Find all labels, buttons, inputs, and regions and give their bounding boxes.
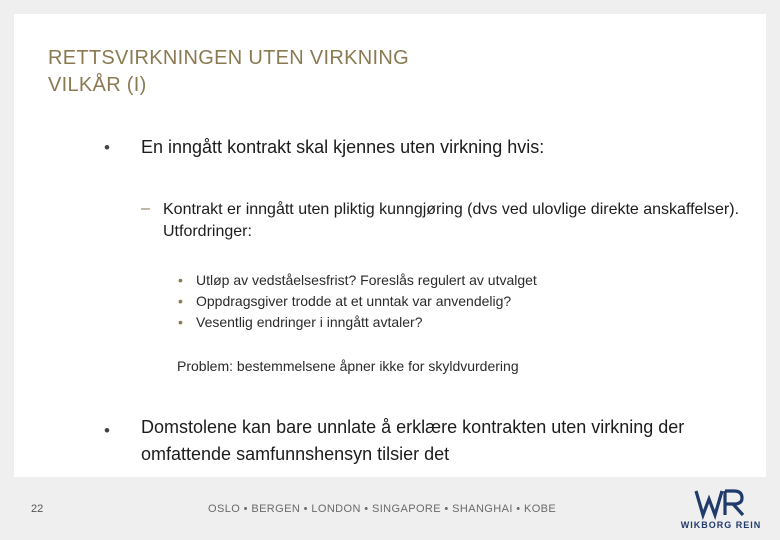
footer-cities: OSLO • BERGEN • LONDON • SINGAPORE • SHANGHAI • KOBE xyxy=(208,503,557,515)
bullet-text-2: Domstolene kan bare unnlate å erklære kontrakten uten virkning der omfattende samfunnshensyn tilsier det xyxy=(141,417,685,464)
sub-sub-list xyxy=(178,270,537,333)
bullet-marker-2: • xyxy=(104,421,110,440)
list-item: • Vesentlig endringer i inngått avtaler? xyxy=(178,312,537,333)
bullet-dot: • xyxy=(178,293,183,309)
bullet-marker-1: • xyxy=(104,138,110,157)
page-number: 22 xyxy=(31,503,44,515)
title-line-2: VILKÅR (I) xyxy=(48,74,147,96)
dash-marker: – xyxy=(141,200,150,217)
bullet-text-1: En inngått kontrakt skal kjennes uten virkning hvis: xyxy=(141,137,545,157)
title-line-1: RETTSVIRKNINGEN UTEN VIRKNING xyxy=(48,47,409,69)
list-item: • Utløp av vedståelsesfrist? Foreslås regulert av utvalget xyxy=(178,270,537,291)
problem-note: Problem: bestemmelsene åpner ikke for skyldvurdering xyxy=(177,358,519,374)
bullet-dot: • xyxy=(178,272,183,288)
list-item: • Oppdragsgiver trodde at et unntak var anvendelig? xyxy=(178,291,537,312)
logo-text: WIKBORG REIN xyxy=(680,520,762,530)
bullet-dot: • xyxy=(178,314,183,330)
sub-bullet-text: Kontrakt er inngått uten pliktig kunngjøring (dvs ved ulovlige direkte anskaffelser). Utfordringer: xyxy=(163,201,740,240)
page-title xyxy=(48,45,409,99)
